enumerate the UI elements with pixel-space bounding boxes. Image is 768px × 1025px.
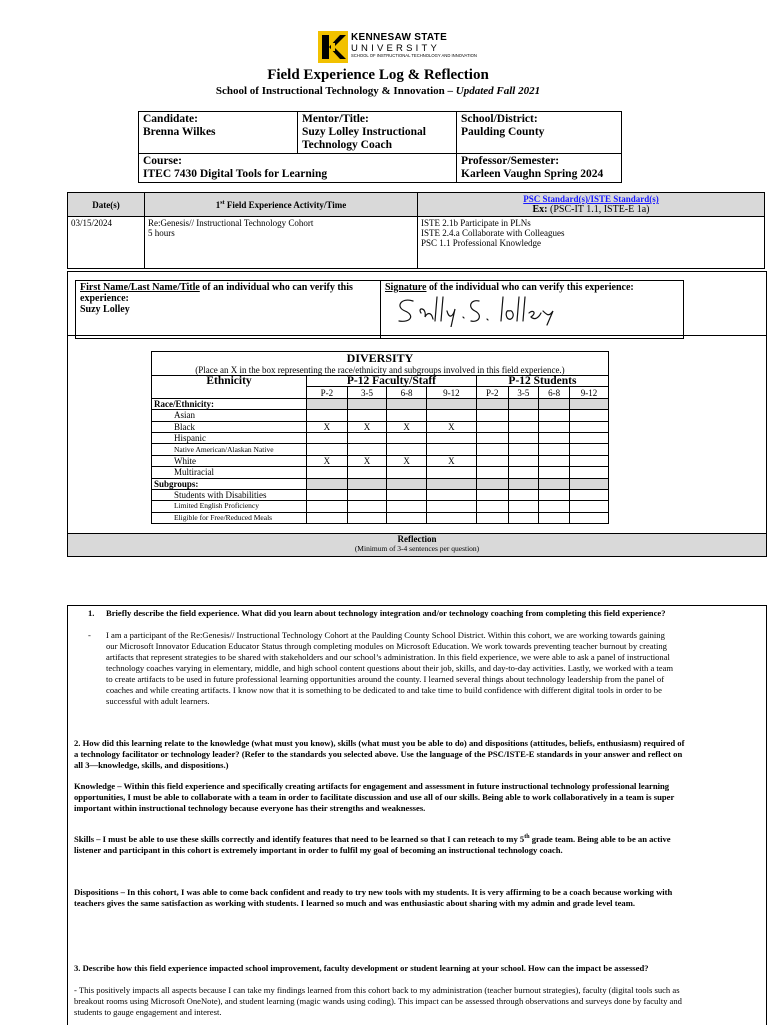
diversity-mark-cell[interactable]: X <box>426 455 476 466</box>
col-dates: Date(s) <box>68 193 145 217</box>
diversity-mark-cell[interactable] <box>387 489 427 500</box>
skills-pre: Skills – I must be able to use these skills correctly and identify features that need to be learned so that I can reteach to my 5 <box>74 834 525 844</box>
standard-item: ISTE 2.4.a Collaborate with Colleagues <box>421 228 565 238</box>
shaded-cell <box>476 398 508 409</box>
diversity-mark-cell[interactable] <box>539 512 570 523</box>
diversity-mark-cell[interactable] <box>307 489 348 500</box>
subtitle-updated: Updated Fall 2021 <box>455 85 541 97</box>
diversity-row <box>152 489 609 500</box>
col-activity-sup: st <box>220 199 225 206</box>
mentor-cell <box>298 112 457 154</box>
activity-line1: Re:Genesis// Instructional Technology Cohort <box>148 218 314 228</box>
students-header: P-12 Students <box>476 376 608 387</box>
diversity-mark-cell[interactable] <box>426 444 476 455</box>
diversity-mark-cell[interactable] <box>569 467 608 478</box>
answer-3: - This positively impacts all aspects because I can take my findings learned from this cohort back to my administration (teacher burnout strategies), faculty (digital tools such as breakout rooms using Microsoft OneNote), and student learning (magic wands using coding). This impact can be assessed through observations and surveys done by faculty and students to gauge engagement and interest. <box>74 985 682 1017</box>
grade-header: 9-12 <box>426 387 476 398</box>
candidate-cell <box>139 112 298 154</box>
grade-header: 3-5 <box>508 387 539 398</box>
shaded-cell <box>569 398 608 409</box>
diversity-mark-cell[interactable] <box>539 467 570 478</box>
professor-label: Professor/Semester: <box>461 155 560 167</box>
shaded-cell <box>476 478 508 489</box>
professor-cell <box>457 154 622 183</box>
skills-sup: th <box>524 834 530 841</box>
diversity-row-label: Students with Disabilities <box>152 489 307 500</box>
reflection-title: Reflection <box>397 534 437 544</box>
diversity-row-label: White <box>152 455 307 466</box>
shaded-cell <box>347 478 387 489</box>
ksu-logo <box>318 31 477 65</box>
school-cell <box>457 112 622 154</box>
psc-standards-link[interactable]: PSC Standard(s)/ISTE Standard(s) <box>523 194 659 204</box>
grade-header: 3-5 <box>347 387 387 398</box>
diversity-mark-cell[interactable]: X <box>387 421 427 432</box>
diversity-mark-cell[interactable] <box>539 410 570 421</box>
shaded-cell <box>539 398 570 409</box>
diversity-mark-cell[interactable] <box>426 432 476 443</box>
diversity-mark-cell[interactable] <box>476 467 508 478</box>
diversity-mark-cell[interactable]: X <box>426 421 476 432</box>
diversity-mark-cell[interactable] <box>426 410 476 421</box>
diversity-mark-cell[interactable] <box>426 501 476 512</box>
reflection-header <box>67 533 767 557</box>
diversity-mark-cell[interactable] <box>539 489 570 500</box>
diversity-row <box>152 501 609 512</box>
diversity-mark-cell[interactable] <box>569 432 608 443</box>
diversity-mark-cell[interactable] <box>426 489 476 500</box>
diversity-mark-cell[interactable] <box>508 501 539 512</box>
activity-table <box>67 192 765 269</box>
std-ex-value: (PSC-IT 1.1, ISTE-E 1a) <box>549 204 650 215</box>
diversity-mark-cell[interactable] <box>347 489 387 500</box>
diversity-mark-cell[interactable] <box>347 501 387 512</box>
info-table <box>138 111 622 183</box>
faculty-header: P-12 Faculty/Staff <box>307 376 477 387</box>
diversity-mark-cell[interactable] <box>347 444 387 455</box>
shaded-cell <box>426 478 476 489</box>
diversity-row-label: Asian <box>152 410 307 421</box>
activity-line2: 5 hours <box>148 228 175 238</box>
course-cell <box>139 154 457 183</box>
skills-answer <box>74 834 686 856</box>
diversity-row-label: Native American/Alaskan Native <box>152 444 307 455</box>
diversity-mark-cell[interactable] <box>476 432 508 443</box>
question-1 <box>88 608 678 619</box>
diversity-mark-cell[interactable] <box>539 432 570 443</box>
diversity-mark-cell[interactable] <box>539 501 570 512</box>
a1-dash: - <box>88 630 91 640</box>
verifier-label-underlined: First Name/Last Name/Title <box>80 282 200 293</box>
diversity-mark-cell[interactable] <box>476 455 508 466</box>
verifier-name: Suzy Lolley <box>80 304 130 315</box>
diversity-mark-cell[interactable]: X <box>307 455 348 466</box>
diversity-row <box>152 421 609 432</box>
diversity-mark-cell[interactable] <box>569 410 608 421</box>
logo-line3: SCHOOL OF INSTRUCTIONAL TECHNOLOGY AND INNOVATION <box>351 53 477 58</box>
question-2: 2. How did this learning relate to the knowledge (what must you know), skills (what must you be able to do) and dispositions (attitudes, beliefs, enthusiasm) required of a technology facilitator or technology leader? (Refer to the standards you selected above. Use the language of the PSC/ISTE-E standards in your answer and reflect on all 3—knowledge, skills, and dispositions.) <box>74 738 685 770</box>
course-value: ITEC 7430 Digital Tools for Learning <box>143 168 328 180</box>
diversity-mark-cell[interactable] <box>426 512 476 523</box>
diversity-mark-cell[interactable] <box>508 410 539 421</box>
diversity-mark-cell[interactable] <box>569 501 608 512</box>
diversity-row <box>152 432 609 443</box>
diversity-mark-cell[interactable] <box>387 512 427 523</box>
diversity-mark-cell[interactable] <box>387 501 427 512</box>
candidate-value: Brenna Wilkes <box>143 126 216 138</box>
dispositions-answer: Dispositions – In this cohort, I was able to come back confident and ready to try new tools with my students. It is very affirming to be a coach because working with teachers gives the same satisfaction as working with students. I learned so much and was enthusiastic about sharing with my admin and grade level team. <box>74 887 673 908</box>
diversity-mark-cell[interactable] <box>539 421 570 432</box>
professor-value: Karleen Vaughn Spring 2024 <box>461 168 604 180</box>
diversity-mark-cell[interactable] <box>569 489 608 500</box>
shaded-cell <box>347 398 387 409</box>
diversity-mark-cell[interactable] <box>476 512 508 523</box>
page-subtitle <box>0 85 756 97</box>
diversity-mark-cell[interactable] <box>387 410 427 421</box>
diversity-mark-cell[interactable] <box>508 421 539 432</box>
diversity-mark-cell[interactable] <box>426 467 476 478</box>
shaded-cell <box>307 398 348 409</box>
diversity-table <box>151 351 609 524</box>
grade-header: 6-8 <box>539 387 570 398</box>
diversity-mark-cell[interactable] <box>307 410 348 421</box>
diversity-mark-cell[interactable] <box>569 444 608 455</box>
diversity-mark-cell[interactable] <box>347 432 387 443</box>
diversity-mark-cell[interactable] <box>569 455 608 466</box>
diversity-mark-cell[interactable] <box>508 444 539 455</box>
logo-line2: UNIVERSITY <box>351 43 441 54</box>
diversity-mark-cell[interactable] <box>539 444 570 455</box>
diversity-row <box>152 410 609 421</box>
question-3: 3. Describe how this field experience impacted school improvement, faculty development or student learning at your school. How can the impact be assessed? <box>74 963 649 973</box>
diversity-title: DIVERSITY <box>152 352 609 365</box>
diversity-mark-cell[interactable] <box>387 467 427 478</box>
shaded-cell <box>307 478 348 489</box>
diversity-mark-cell[interactable] <box>307 467 348 478</box>
signature-label-rest: of the individual who can verify this experience: <box>426 282 634 293</box>
col-standards <box>418 193 765 217</box>
diversity-mark-cell[interactable]: X <box>307 421 348 432</box>
diversity-mark-cell[interactable]: X <box>347 421 387 432</box>
diversity-row <box>152 444 609 455</box>
diversity-row <box>152 455 609 466</box>
diversity-mark-cell[interactable] <box>569 512 608 523</box>
shaded-cell <box>569 478 608 489</box>
signature-label-underlined: Signature <box>385 282 427 293</box>
diversity-mark-cell[interactable]: X <box>347 455 387 466</box>
a1-text: I am a participant of the Re:Genesis// Instructional Technology Cohort at the Paulding County School District. Within this cohort, we are working towards gaining our Microsoft Innovator Education Educator Status through completing modules on Microsoft Education. We work towards preventing teacher burnout by creating artifacts that represent strategies to be shared with stakeholders and our school’s administration. In this field experience, we were able to ask a panel of instructional technology coaches varying in elementary, middle, and high school content questions about their job, skills, and day-to-day activities. Lastly, we worked with a team to create artifacts to be used in future professional learning opportunities around the county. I learned several things about technology leadership from the panel of coaches and while creating artifacts. I know now that it is something to be dedicated to and take time to build confidence with different digital tools in order to be successful with adult learners. <box>106 630 674 706</box>
activity-date: 03/15/2024 <box>68 217 145 269</box>
ksu-owl-logo-icon <box>318 31 348 63</box>
grade-header: P-2 <box>307 387 348 398</box>
knowledge-answer: Knowledge – Within this field experience and specifically creating artifacts for engagement and assessment in future instructional technology professional learning opportunities, I must be able to collaborate with a team in order to facilitate discussion and use all of our skills. Being able to work collaboratively in a team is super important within instructional technology because everyone has their strengths and weaknesses. <box>74 781 675 813</box>
diversity-mark-cell[interactable] <box>387 432 427 443</box>
skills-post: grade team. Being able to be an active listener and participant in this cohort is extremely important in order to fulfil my goal of becoming an instructional technology coach. <box>74 834 671 855</box>
diversity-row-label: Limited English Proficiency <box>152 501 307 512</box>
signature-cell <box>381 281 684 339</box>
candidate-label: Candidate: <box>143 113 198 125</box>
diversity-mark-cell[interactable] <box>307 501 348 512</box>
shaded-cell <box>539 478 570 489</box>
grade-header: P-2 <box>476 387 508 398</box>
diversity-mark-cell[interactable] <box>347 410 387 421</box>
course-label: Course: <box>143 155 182 167</box>
diversity-mark-cell[interactable] <box>508 432 539 443</box>
mentor-label: Mentor/Title: <box>302 113 369 125</box>
shaded-cell <box>508 478 539 489</box>
shaded-cell <box>387 398 427 409</box>
diversity-row-label: Black <box>152 421 307 432</box>
shaded-cell <box>426 398 476 409</box>
ethnicity-header: Ethnicity <box>152 376 307 399</box>
subtitle-main: School of Instructional Technology & Innovation – <box>215 85 454 97</box>
diversity-mark-cell[interactable] <box>476 444 508 455</box>
standard-item: ISTE 2.1b Participate in PLNs <box>421 218 531 228</box>
diversity-mark-cell[interactable] <box>387 444 427 455</box>
grade-header: 9-12 <box>569 387 608 398</box>
diversity-mark-cell[interactable]: X <box>387 455 427 466</box>
diversity-mark-cell[interactable] <box>476 501 508 512</box>
col-activity-num: 1 <box>215 199 221 210</box>
diversity-row <box>152 467 609 478</box>
verify-table <box>75 280 684 339</box>
diversity-instruction: (Place an X in the box representing the race/ethnicity and subgroups involved in this field experience.) <box>152 364 609 376</box>
mentor-value: Suzy Lolley Instructional Technology Coach <box>302 126 426 151</box>
diversity-mark-cell[interactable] <box>508 455 539 466</box>
school-value: Paulding County <box>461 126 545 138</box>
reflection-subtitle: (Minimum of 3-4 sentences per question) <box>354 544 480 553</box>
shaded-cell <box>387 478 427 489</box>
diversity-mark-cell[interactable] <box>307 432 348 443</box>
diversity-row-label: Hispanic <box>152 432 307 443</box>
verifier-label-rest: of an individual who can verify this experience: <box>80 282 353 304</box>
col-activity <box>145 193 418 217</box>
diversity-mark-cell[interactable] <box>508 489 539 500</box>
standard-item: PSC 1.1 Professional Knowledge <box>421 238 541 248</box>
diversity-mark-cell[interactable] <box>307 444 348 455</box>
diversity-mark-cell[interactable] <box>508 512 539 523</box>
diversity-mark-cell[interactable] <box>539 455 570 466</box>
diversity-row-label: Multiracial <box>152 467 307 478</box>
col-activity-text: Field Experience Activity/Time <box>224 199 347 210</box>
diversity-mark-cell[interactable] <box>476 489 508 500</box>
q1-number: 1. <box>88 608 95 618</box>
verifier-name-cell <box>76 281 381 339</box>
signature-image <box>391 293 561 327</box>
diversity-mark-cell[interactable] <box>569 421 608 432</box>
diversity-mark-cell[interactable] <box>476 421 508 432</box>
diversity-row <box>152 512 609 523</box>
diversity-row-label: Eligible for Free/Reduced Meals <box>152 512 307 523</box>
diversity-mark-cell[interactable] <box>476 410 508 421</box>
std-ex-label: Ex: <box>532 204 548 215</box>
logo-line1: KENNESAW STATE <box>351 32 448 43</box>
activity-description <box>145 217 418 269</box>
diversity-mark-cell[interactable] <box>347 467 387 478</box>
diversity-mark-cell[interactable] <box>508 467 539 478</box>
subgroups-label-row: Subgroups: <box>152 478 307 489</box>
answer-1 <box>88 630 678 707</box>
school-label: School/District: <box>461 113 538 125</box>
q1-text: Briefly describe the field experience. What did you learn about technology integration and/or technology coaching from completing this field experience? <box>106 608 666 618</box>
diversity-mark-cell[interactable] <box>307 512 348 523</box>
grade-header: 6-8 <box>387 387 427 398</box>
race-label-row: Race/Ethnicity: <box>152 398 307 409</box>
shaded-cell <box>508 398 539 409</box>
page-title: Field Experience Log & Reflection <box>267 67 489 83</box>
diversity-mark-cell[interactable] <box>347 512 387 523</box>
activity-standards <box>418 217 765 269</box>
